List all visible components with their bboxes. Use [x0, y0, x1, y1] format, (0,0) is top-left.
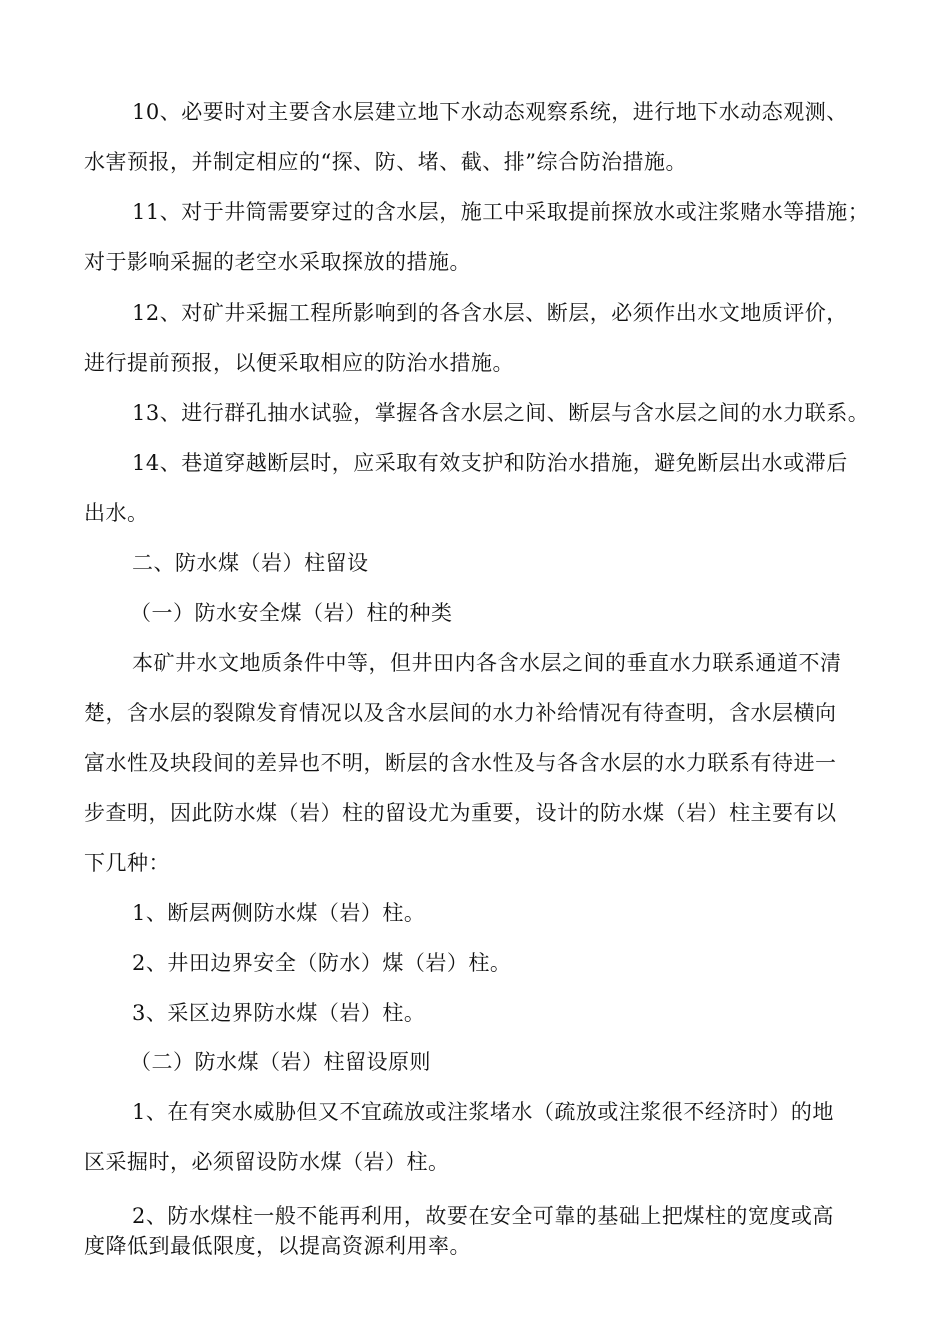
text-line: 下几种：: [84, 851, 170, 875]
list-item: 3、采区边界防水煤（岩）柱。: [132, 1001, 426, 1025]
list-item: 1、断层两侧防水煤（岩）柱。: [132, 901, 426, 925]
text-line: 出水。: [84, 501, 149, 525]
text-line: 2、防水煤柱一般不能再利用，故要在安全可靠的基础上把煤柱的宽度或高: [132, 1204, 834, 1228]
text-line: 对于影响采掘的老空水采取探放的措施。: [84, 250, 471, 274]
text-line: 11、对于井筒需要穿过的含水层，施工中采取提前探放水或注浆赌水等措施；: [132, 200, 870, 224]
section-heading: 二、防水煤（岩）柱留设: [132, 551, 369, 575]
subsection-heading: （一）防水安全煤（岩）柱的种类: [130, 601, 453, 625]
text-line: 13、进行群孔抽水试验，掌握各含水层之间、断层与含水层之间的水力联系。: [132, 401, 870, 425]
text-line: 富水性及块段间的差异也不明，断层的含水性及与各含水层的水力联系有待进一: [84, 751, 837, 775]
subsection-heading: （二）防水煤（岩）柱留设原则: [130, 1050, 431, 1074]
text-line: 14、巷道穿越断层时，应采取有效支护和防治水措施，避免断层出水或滞后: [132, 451, 848, 475]
text-line: 楚，含水层的裂隙发育情况以及含水层间的水力补给情况有待查明，含水层横向: [84, 701, 837, 725]
text-line: 进行提前预报，以便采取相应的防治水措施。: [84, 351, 514, 375]
text-line: 区采掘时，必须留设防水煤（岩）柱。: [84, 1150, 450, 1174]
text-line: 12、对矿井采掘工程所影响到的各含水层、断层，必须作出水文地质评价，: [132, 301, 848, 325]
text-line: 1、在有突水威胁但又不宜疏放或注浆堵水（疏放或注浆很不经济时）的地: [132, 1100, 834, 1124]
text-line: 水害预报，并制定相应的“探、防、堵、截、排”综合防治措施。: [84, 150, 687, 174]
text-line: 10、必要时对主要含水层建立地下水动态观察系统，进行地下水动态观测、: [132, 100, 848, 124]
text-line: 步查明，因此防水煤（岩）柱的留设尤为重要，设计的防水煤（岩）柱主要有以: [84, 801, 837, 825]
text-line: 本矿井水文地质条件中等，但井田内各含水层之间的垂直水力联系通道不清: [132, 651, 842, 675]
list-item: 2、井田边界安全（防水）煤（岩）柱。: [132, 951, 512, 975]
text-line: 度降低到最低限度，以提高资源利用率。: [84, 1234, 471, 1258]
